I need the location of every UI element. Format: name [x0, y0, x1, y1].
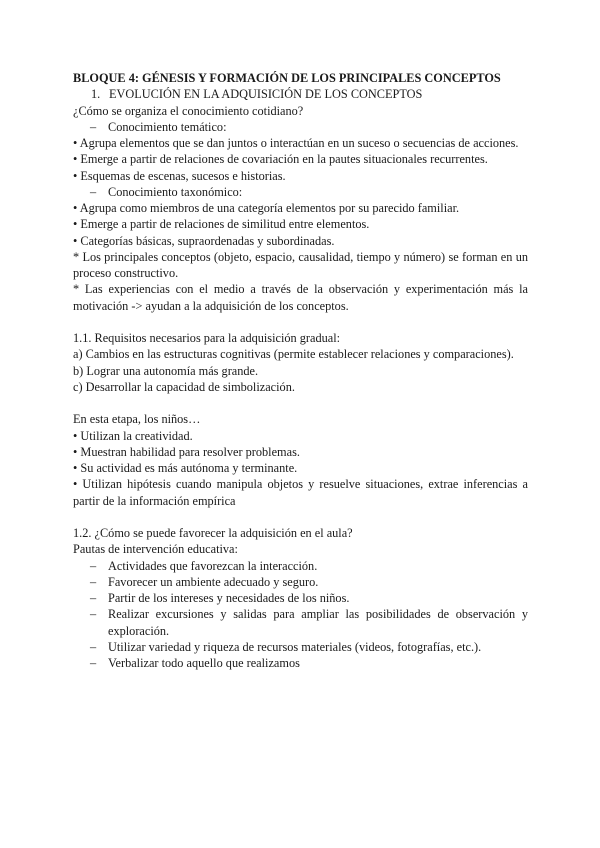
dash-marker: – [90, 184, 97, 199]
document-title: BLOQUE 4: GÉNESIS Y FORMACIÓN DE LOS PRINCIPALES CONCEPTOS [73, 71, 501, 85]
list-item-text: Realizar excursiones y salidas para ampliar las posibilidades de observación y exploración. [108, 607, 528, 638]
list-item-text: Actividades que favorezcan la interacción. [108, 558, 318, 573]
etapa-intro: En esta etapa, los niños… [73, 412, 201, 427]
dash-marker: – [90, 639, 97, 654]
list-item [73, 606, 528, 639]
section-1-number: 1. [91, 87, 101, 102]
tematico-label-text: Conocimiento temático: [108, 119, 227, 134]
dash-marker: – [90, 574, 97, 589]
bullet-item: • Emerge a partir de relaciones de covariación en la pautes situacionales recurrentes. [73, 152, 488, 167]
list-item-text: Favorecer un ambiente adecuado y seguro. [108, 574, 319, 589]
bullet-item: • Utilizan hipótesis cuando manipula objetos y resuelve situaciones, extrae inferencias a partir de la información empírica [73, 477, 528, 508]
list-item-text: Verbalizar todo aquello que realizamos [108, 656, 300, 670]
section-1-2-heading: 1.2. ¿Cómo se puede favorecer la adquisición en el aula? [73, 526, 353, 540]
bullet-item: • Su actividad es más autónoma y terminante. [73, 461, 298, 475]
dash-marker: – [90, 656, 97, 670]
section-1-1-heading: 1.1. Requisitos necesarios para la adquisición gradual: [73, 331, 341, 345]
requirement-item: b) Lograr una autonomía más grande. [73, 363, 259, 378]
section-1-2-subheading: Pautas de intervención educativa: [73, 542, 238, 557]
dash-marker: – [90, 119, 97, 134]
bullet-item: • Utilizan la creatividad. [73, 428, 193, 443]
dash-marker: – [90, 591, 97, 605]
bullet-item: • Muestran habilidad para resolver problemas. [73, 444, 300, 459]
list-item [73, 574, 528, 590]
list-item-text: Utilizar variedad y riqueza de recursos materiales (videos, fotografías, etc.). [108, 639, 482, 654]
document-page [73, 70, 528, 671]
taxonomico-label-text: Conocimiento taxonómico: [108, 184, 243, 199]
dash-marker: – [90, 558, 97, 573]
taxonomico-label [73, 184, 528, 200]
note-paragraph: * Los principales conceptos (objeto, espacio, causalidad, tiempo y número) se forman en un proceso constructivo. [73, 249, 528, 280]
tematico-label [73, 119, 528, 135]
dash-marker: – [90, 607, 97, 622]
bullet-item: • Categorías básicas, supraordenadas y subordinadas. [73, 233, 335, 248]
list-item [73, 655, 528, 671]
bullet-item: • Agrupa como miembros de una categoría elementos por su parecido familiar. [73, 201, 460, 215]
section-1-title: EVOLUCIÓN EN LA ADQUISICIÓN DE LOS CONCEPTOS [109, 87, 423, 102]
list-item-text: Partir de los intereses y necesidades de los niños. [108, 591, 350, 605]
list-item [73, 590, 528, 606]
section-1-heading [73, 86, 528, 102]
note-paragraph: * Las experiencias con el medio a través de la observación y experimentación más la motivación -> ayudan a la adquisición de los conceptos. [73, 282, 528, 313]
requirement-item: a) Cambios en las estructuras cognitivas (permite establecer relaciones y comparaciones). [73, 347, 514, 362]
list-item [73, 558, 528, 574]
bullet-item: • Esquemas de escenas, sucesos e historias. [73, 168, 286, 183]
bullet-item: • Agrupa elementos que se dan juntos o interactúan en un suceso o secuencias de acciones. [73, 136, 519, 150]
requirement-item: c) Desarrollar la capacidad de simbolización. [73, 379, 295, 394]
bullet-item: • Emerge a partir de relaciones de similitud entre elementos. [73, 217, 370, 232]
question-heading: ¿Cómo se organiza el conocimiento cotidiano? [73, 103, 304, 118]
list-item [73, 639, 528, 655]
